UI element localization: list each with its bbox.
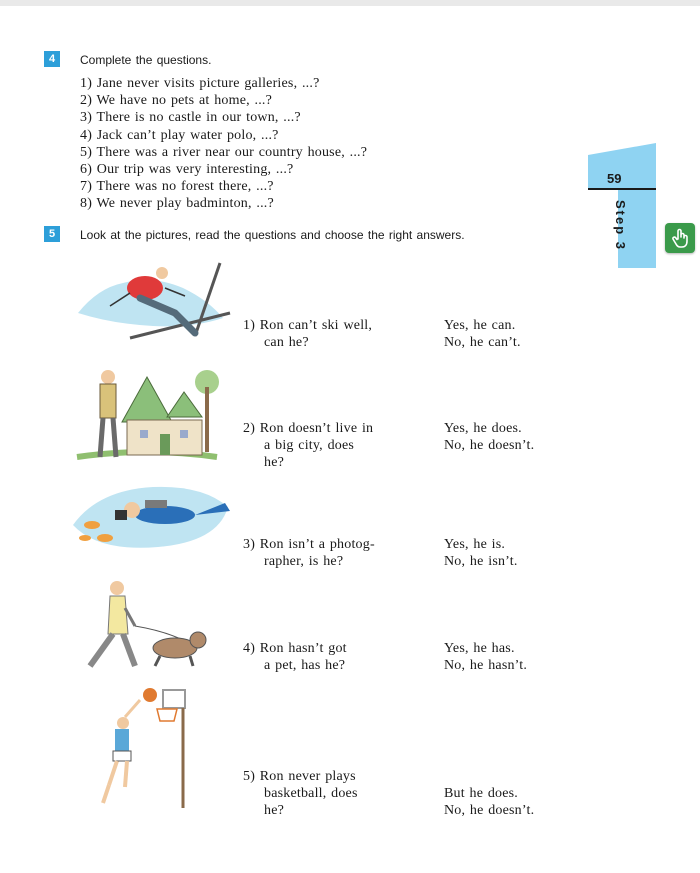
exercise-4-instruction: Complete the questions. (80, 53, 212, 67)
answers-1 (444, 317, 521, 351)
question-5: 5) Ron never plays basketball, does he? (243, 769, 358, 818)
diver-illustration (70, 480, 235, 555)
man-with-house-illustration (72, 362, 222, 467)
exercise-4-number: 4 (44, 51, 60, 67)
question-4: 4) Ron hasn’t got a pet, has he? (243, 641, 347, 673)
page-number: 59 (607, 171, 622, 186)
answer-option: No, he isn’t. (444, 554, 518, 569)
list-item: 6) Our trip was very interesting, ...? (80, 161, 294, 177)
list-item: 3) There is no castle in our town, ...? (80, 110, 301, 126)
page-divider (588, 188, 656, 190)
exercise-5-instruction: Look at the pictures, read the questions and choose the right answers. (80, 228, 465, 242)
list-item: 2) We have no pets at home, ...? (80, 93, 273, 109)
man-walking-dog-illustration (80, 578, 215, 670)
answer-option: But he does. (444, 786, 519, 801)
answer-option: Yes, he can. (444, 318, 516, 333)
list-item: 4) Jack can’t play water polo, ...? (80, 127, 279, 143)
answers-5 (444, 785, 534, 819)
interactive-hand-button[interactable] (665, 223, 695, 253)
skier-illustration (70, 258, 235, 343)
list-item: 5) There was a river near our country house, ...? (80, 144, 368, 160)
question-3: 3) Ron isn’t a photog- rapher, is he? (243, 537, 375, 569)
question-1: 1) Ron can’t ski well, can he? (243, 318, 373, 350)
step-label: Step 3 (613, 200, 628, 252)
answers-3 (444, 536, 518, 570)
exercise-5-number: 5 (44, 226, 60, 242)
question-2: 2) Ron doesn’t live in a big city, does he? (243, 421, 374, 470)
answer-option: No, he doesn’t. (444, 803, 535, 818)
hand-pointer-icon (665, 223, 695, 253)
answer-option: No, he doesn’t. (444, 438, 535, 453)
answer-option: Yes, he has. (444, 641, 515, 656)
list-item: 8) We never play badminton, ...? (80, 196, 274, 212)
list-item: 7) There was no forest there, ...? (80, 179, 274, 195)
answer-option: Yes, he is. (444, 537, 506, 552)
list-item: 1) Jane never visits picture galleries, ...? (80, 76, 320, 91)
answer-option: Yes, he does. (444, 421, 522, 436)
answers-4 (444, 640, 527, 674)
answers-2 (444, 420, 534, 454)
basketball-player-illustration (95, 685, 195, 810)
answer-option: No, he can’t. (444, 335, 521, 350)
exercise-4-question-list (80, 75, 367, 213)
answer-option: No, he hasn’t. (444, 658, 528, 673)
top-bar (0, 0, 700, 6)
